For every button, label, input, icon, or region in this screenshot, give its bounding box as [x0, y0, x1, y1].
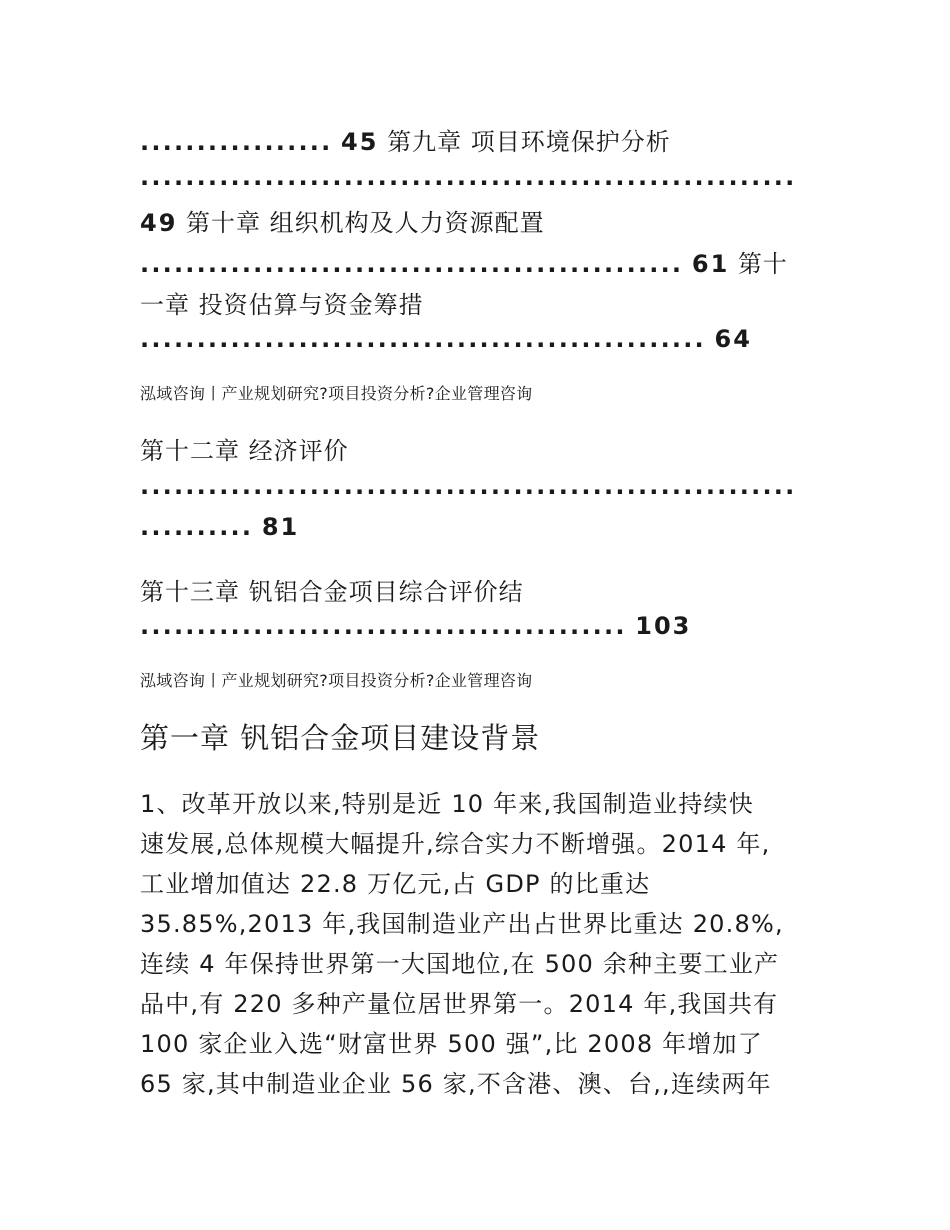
toc-leader-dots: ..........: [140, 513, 254, 541]
toc-entry-title: 第十章 组织机构及人力资源配置: [186, 209, 545, 237]
toc-page-number: 61: [691, 250, 730, 278]
toc-leader-dots: ................................................: [140, 250, 684, 278]
page-header: 泓域咨询丨产业规划研究?项目投资分析?企业管理咨询: [140, 384, 533, 403]
toc-leader-dots: ..........................................................: [140, 163, 797, 191]
body-line: 连续 4 年保持世界第一大国地位,在 500 余种主要工业产: [140, 950, 780, 978]
toc-entry-chapter-11[interactable]: [140, 244, 788, 279]
toc-entry-chapter-12[interactable]: 第十二章 经济评价: [140, 437, 349, 465]
toc-page-number: 49: [140, 209, 178, 237]
page-header: 泓域咨询丨产业规划研究?项目投资分析?企业管理咨询: [140, 671, 533, 690]
chapter-title: 第一章 钒铝合金项目建设背景: [140, 721, 541, 755]
toc-page-number: 45: [341, 128, 379, 156]
body-line: 1、改革开放以来,特别是近 10 年来,我国制造业持续快: [140, 790, 754, 818]
toc-entry-chapter-13[interactable]: 第十三章 钒铝合金项目综合评价结: [140, 578, 524, 606]
toc-entry-page[interactable]: [140, 325, 752, 353]
body-line: 工业增加值达 22.8 万亿元,占 GDP 的比重达: [140, 870, 651, 898]
body-line: 65 家,其中制造业企业 56 家,不含港、澳、台,,连续两年: [140, 1070, 772, 1098]
toc-entry-title: 一章 投资估算与资金筹措: [140, 291, 424, 319]
body-line: 速发展,总体规模大幅提升,综合实力不断增强。2014 年,: [140, 830, 771, 858]
toc-leader-dots: ...........................................: [140, 612, 627, 640]
toc-entry-title: 第十: [737, 250, 788, 278]
body-line: 品中,有 220 多种产量位居世界第一。2014 年,我国共有: [140, 990, 779, 1018]
toc-entry-title: 第九章 项目环境保护分析: [387, 128, 671, 156]
toc-leader-dots: ..........................................................: [140, 472, 797, 500]
toc-page-number: 64: [714, 325, 752, 353]
body-line: 35.85%,2013 年,我国制造业产出占世界比重达 20.8%,: [140, 910, 784, 938]
toc-entry-chapter-10[interactable]: [140, 203, 545, 238]
body-line: 100 家企业入选“财富世界 500 强”,比 2008 年增加了: [140, 1030, 763, 1058]
toc-leader-dots: .................: [140, 128, 333, 156]
toc-entry-page[interactable]: [140, 513, 299, 541]
toc-leader-dots: ..................................................: [140, 325, 706, 353]
toc-page-number: 103: [635, 612, 692, 640]
toc-entry-chapter-9[interactable]: [140, 122, 671, 157]
toc-entry-page[interactable]: [140, 612, 691, 640]
toc-page-number: 81: [261, 513, 300, 541]
